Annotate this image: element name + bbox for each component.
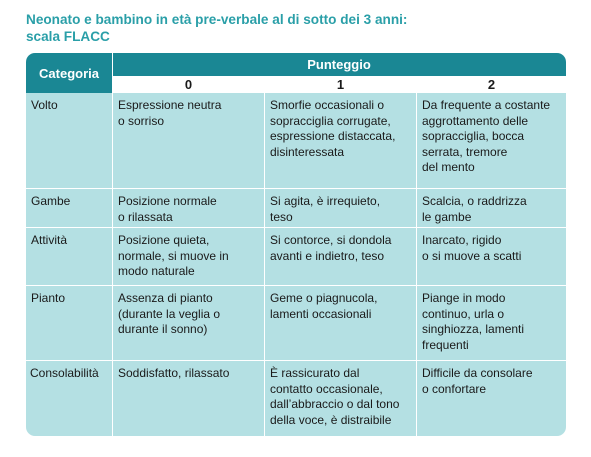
title-line-2: scala FLACC: [26, 29, 110, 44]
row-category: Pianto: [31, 291, 66, 305]
table-row-volto: [26, 93, 566, 188]
header-score-2: 2: [417, 76, 566, 93]
row-score-0: Posizione normale o rilassata: [118, 194, 217, 224]
table-row-pianto: [26, 286, 566, 360]
row-score-2: Piange in modo continuo, urla o singhiozza, lamenti frequenti: [422, 291, 525, 352]
header-categoria: Categoria: [39, 65, 99, 81]
row-score-0: Posizione quieta, normale, si muove in modo naturale: [118, 233, 229, 278]
title-line-1: Neonato e bambino in età pre-verbale al di sotto dei 3 anni:: [26, 12, 408, 27]
header-punteggio: Punteggio: [307, 56, 371, 72]
table-row-gambe: [26, 189, 566, 227]
table-row-consolabilita: [26, 361, 566, 436]
row-category: Volto: [31, 98, 58, 112]
row-score-2: Da frequente a costante aggrottamento delle sopracciglia, bocca serrata, tremore del mento: [422, 98, 551, 174]
row-score-0: Assenza di pianto (durante la veglia o durante il sonno): [118, 291, 221, 336]
row-score-2: Scalcia, o raddrizza le gambe: [422, 194, 527, 224]
row-category: Gambe: [31, 194, 71, 208]
row-score-2: Inarcato, rigido o si muove a scatti: [422, 233, 522, 263]
column-divider: [112, 93, 113, 436]
row-score-1: Smorfie occasionali o sopracciglia corrugate, espressione distaccata, disinteressata: [270, 98, 396, 159]
table-row-attivita: [26, 228, 566, 285]
row-score-1: È rassicurato dal contatto occasionale, dall’abbraccio o dal tono della voce, è distraibile: [270, 366, 400, 427]
row-score-0: Soddisfatto, rilassato: [118, 366, 230, 380]
column-divider: [416, 76, 417, 436]
row-category: Consolabilità: [30, 366, 99, 380]
row-score-0: Espressione neutra o sorriso: [118, 98, 222, 128]
flacc-table: [26, 53, 566, 436]
header-score-0: 0: [113, 76, 264, 93]
row-score-2: Difficile da consolare o confortare: [422, 366, 533, 396]
row-score-1: Si agita, è irrequieto, teso: [270, 194, 381, 224]
header-score-1: 1: [265, 76, 416, 93]
column-divider: [264, 76, 265, 436]
row-score-1: Geme o piagnucola, lamenti occasionali: [270, 291, 378, 321]
row-score-1: Si contorce, si dondola avanti e indietro, teso: [270, 233, 392, 263]
row-category: Attività: [31, 233, 68, 247]
page-title: [26, 11, 566, 45]
